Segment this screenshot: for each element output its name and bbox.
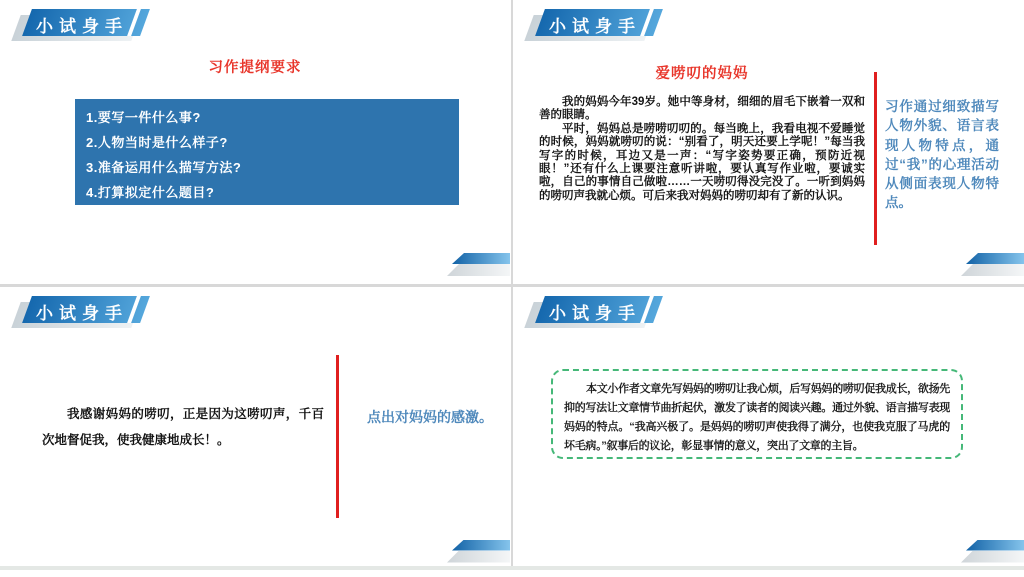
- essay-body: [539, 96, 865, 203]
- banner-label: 小试身手: [549, 17, 641, 36]
- essay-paragraph: 我的妈妈今年39岁。她中等身材，细细的眉毛下嵌着一双和善的眼睛。: [539, 96, 865, 122]
- corner-ribbon-blue: [966, 253, 1024, 264]
- slide-thanks[interactable]: [0, 287, 510, 567]
- outline-item: 4.打算拟定什么题目?: [86, 185, 215, 200]
- slide-title: 习作提纲要求: [208, 60, 302, 76]
- corner-ribbon-gray: [447, 264, 510, 276]
- corner-ribbon-gray: [447, 551, 510, 563]
- corner-ribbon-gray: [961, 551, 1024, 563]
- corner-ribbon-gray: [961, 264, 1024, 276]
- outline-item: 2.人物当时是什么样子?: [86, 135, 228, 150]
- annotation-note: 习作通过细致描写人物外貌、语言表现人物特点，通过“我”的心理活动从侧面表现人物特点。: [885, 99, 999, 211]
- outline-item: 3.准备运用什么描写方法?: [86, 160, 242, 175]
- outline-panel: [75, 99, 459, 205]
- slide-outline[interactable]: [0, 0, 510, 284]
- review-box: 本文小作者文章先写妈妈的唠叨让我心烦，后写妈妈的唠叨促我成长，欲扬先抑的写法让文章情节曲折起伏，激发了读者的阅读兴趣。通过外貌、语言描写表现妈妈的特点。“我高兴极了。是妈妈的唠叨声使我得了满分，也使我克服了马虎的坏毛病。”叙事后的议论，彰显事情的意义，突出了文章的主旨。: [551, 369, 963, 459]
- red-divider-line: [336, 355, 339, 518]
- banner-label: 小试身手: [36, 303, 128, 323]
- banner-label: 小试身手: [549, 303, 641, 323]
- corner-ribbon-blue: [452, 540, 510, 551]
- outline-item: 1.要写一件什么事?: [86, 110, 201, 125]
- bottom-edge-strip: [0, 566, 1024, 570]
- essay-paragraph: 平时，妈妈总是唠唠叨叨的。每当晚上，我看电视不爱睡觉的时候，妈妈就唠叨的说：“别看了，明天还要上学呢！”每当我写字的时候，耳边又是一声：“写字姿势要正确，预防近视眼！”还有什么上课要注意听讲啦，要认真写作业啦，要诚实啦，自己的事情自己做啦……一天唠叨得没完没了。一听到妈妈的唠叨声我就心烦。可后来我对妈妈的唠叨却有了新的认识。: [539, 122, 865, 202]
- corner-ribbon-blue: [452, 253, 510, 264]
- corner-ribbon-blue: [966, 540, 1024, 551]
- grid-divider-horizontal: [0, 284, 1024, 287]
- thanks-body: 我感谢妈妈的唠叨，正是因为这唠叨声，千百次地督促我，使我健康地成长！。: [42, 406, 324, 447]
- slide-review[interactable]: [513, 287, 1024, 567]
- red-divider-line: [874, 72, 877, 245]
- annotation-note: 点出对妈妈的感激。: [367, 408, 493, 425]
- slide-essay[interactable]: [513, 0, 1024, 284]
- essay-title: 爱唠叨的妈妈: [655, 66, 749, 82]
- banner-label: 小试身手: [36, 17, 128, 36]
